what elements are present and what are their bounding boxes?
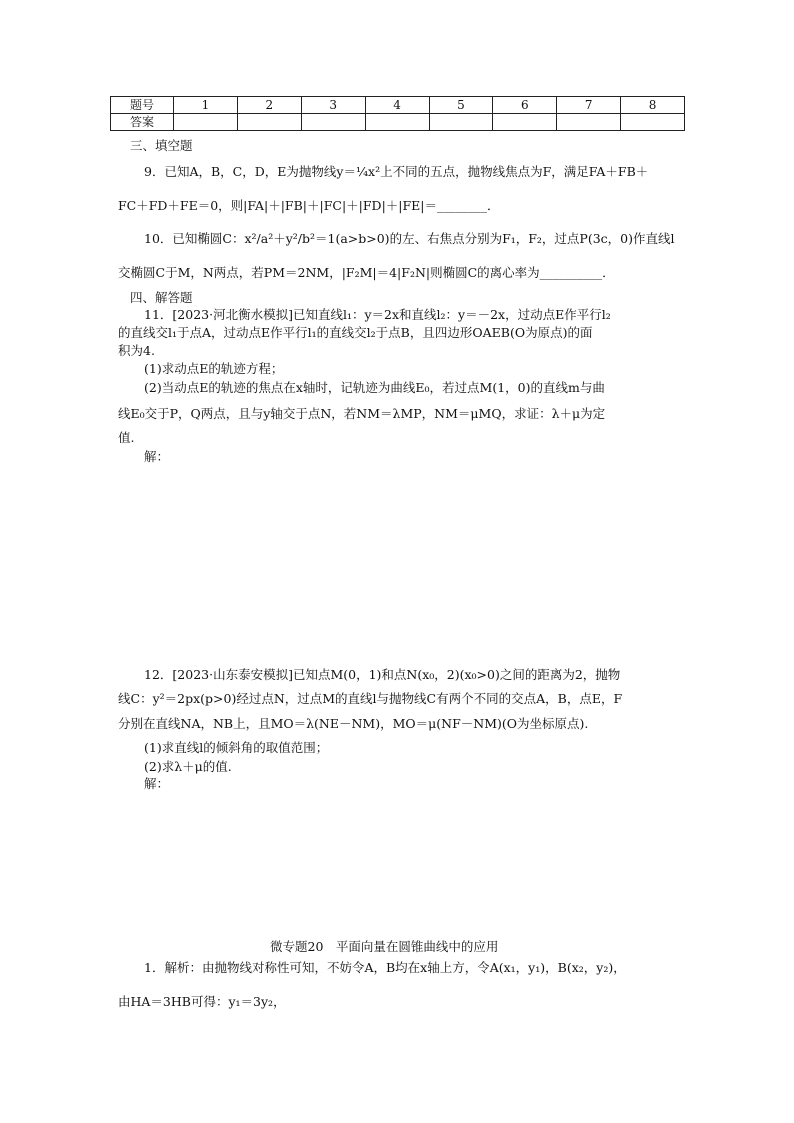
question-11-part-2-a: (2)当动点E的轨迹的焦点在x轴时，记轨迹为曲线E₀，若过点M(1，0)的直线m与曲 — [144, 380, 605, 395]
question-11-line-2: 的直线交l₁于点A，过动点E作平行l₁的直线交l₂于点B，且四边形OAEB(O为原点)的面 — [118, 325, 593, 340]
answer-cell[interactable] — [301, 114, 365, 131]
answer-cell[interactable] — [621, 114, 685, 131]
question-9-line-1: 9．已知A，B，C，D，E为抛物线y＝¼x²上不同的五点，抛物线焦点为F，满足FA＋FB＋ — [144, 164, 649, 179]
question-number: 8 — [621, 97, 685, 114]
answer-cell[interactable] — [493, 114, 557, 131]
answer-cell[interactable] — [557, 114, 621, 131]
question-number: 5 — [429, 97, 493, 114]
section-heading-fill-blank: 三、填空题 — [130, 138, 193, 153]
section-heading-solve: 四、解答题 — [130, 290, 193, 305]
answer-table-answer-row — [111, 114, 685, 131]
question-number: 7 — [557, 97, 621, 114]
question-9-line-2: FC＋FD＋FE＝0，则|FA|＋|FB|＋|FC|＋|FD|＋|FE|＝________． — [118, 198, 500, 213]
question-12-line-3: 分别在直线NA，NB上，且MO＝λ(NE－NM)，MO＝μ(NF－NM)(O为坐标原点). — [118, 716, 589, 731]
question-11-solution-label: 解： — [144, 449, 170, 464]
answer-section-title: 微专题20 平面向量在圆锥曲线中的应用 — [270, 939, 499, 954]
question-11-part-1: (1)求动点E的轨迹方程； — [144, 361, 284, 376]
question-12-line-2: 线C：y²＝2px(p>0)经过点N，过点M的直线l与抛物线C有两个不同的交点A，B，点E，F — [118, 691, 623, 706]
question-number: 6 — [493, 97, 557, 114]
answer-label: 答案 — [111, 114, 174, 131]
question-number: 3 — [301, 97, 365, 114]
question-12-solution-label: 解： — [144, 776, 170, 791]
question-12-part-1: (1)求直线l的倾斜角的取值范围； — [144, 740, 329, 755]
answer-cell[interactable] — [237, 114, 301, 131]
question-11-part-2-b: 线E₀交于P，Q两点，且与y轴交于点N，若NM＝λMP，NM＝μMQ，求证：λ＋μ为定 — [118, 406, 606, 421]
header-label: 题号 — [111, 97, 174, 114]
question-10-line-2: 交椭圆C于M，N两点，若PM＝2NM，|F₂M|＝4|F₂N|则椭圆C的离心率为__________． — [118, 265, 615, 280]
question-11-line-3: 积为4. — [118, 343, 155, 358]
question-10-line-1: 10．已知椭圆C：x²/a²＋y²/b²＝1(a>b>0)的左、右焦点分别为F₁，F₂，过点P(3c，0)作直线l — [144, 231, 675, 246]
question-number: 1 — [174, 97, 238, 114]
question-11-answer-area[interactable] — [118, 470, 688, 640]
answer-section-line-1: 1．解析：由抛物线对称性可知，不妨令A，B均在x轴上方，令A(x₁，y₁)，B(x₂，y₂)， — [144, 960, 626, 975]
question-11-part-2-c: 值. — [118, 430, 135, 445]
answer-table-header-row — [111, 97, 685, 114]
answer-cell[interactable] — [174, 114, 238, 131]
question-12-answer-area[interactable] — [118, 795, 688, 925]
question-12-part-2: (2)求λ＋μ的值. — [144, 759, 232, 774]
answer-table — [110, 96, 685, 131]
question-number: 4 — [365, 97, 429, 114]
question-number: 2 — [237, 97, 301, 114]
answer-section-line-2: 由HA＝3HB可得：y₁＝3y₂， — [118, 994, 286, 1009]
question-12-line-1: 12．[2023·山东泰安模拟]已知点M(0，1)和点N(x₀，2)(x₀>0)之间的距离为2，抛物 — [144, 667, 621, 682]
question-11-line-1: 11．[2023·河北衡水模拟]已知直线l₁：y＝2x和直线l₂：y＝－2x，过动点E作平行l₂ — [144, 307, 611, 322]
answer-cell[interactable] — [365, 114, 429, 131]
answer-cell[interactable] — [429, 114, 493, 131]
